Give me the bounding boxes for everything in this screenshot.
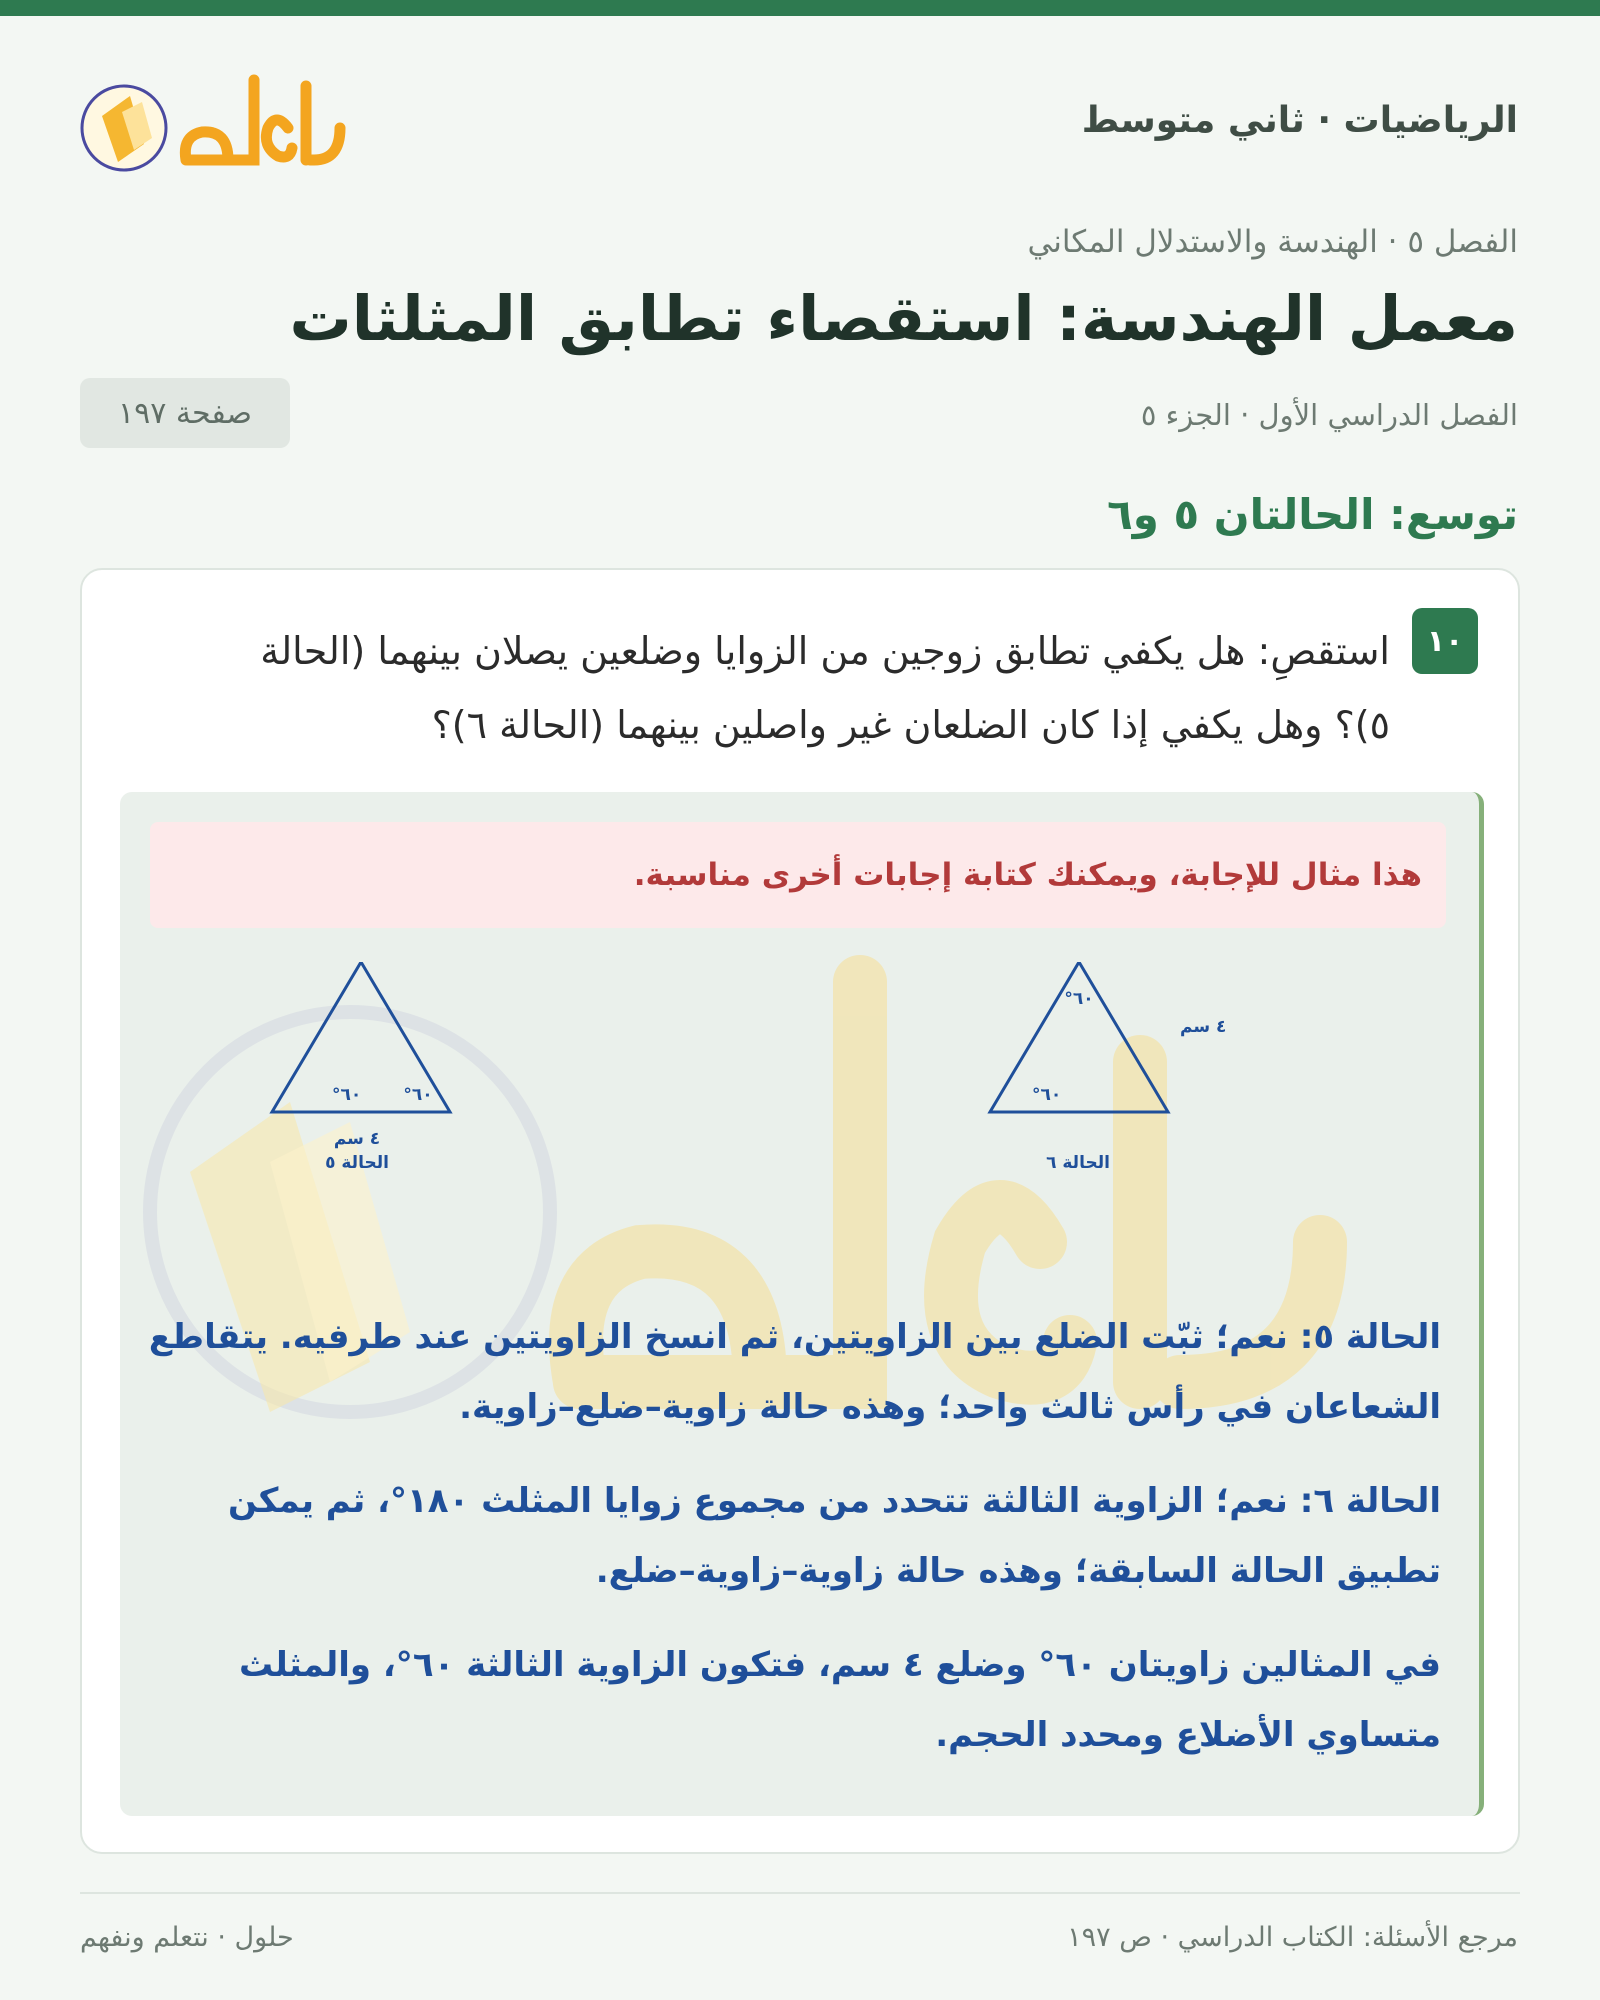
footer-reference: مرجع الأسئلة: الكتاب الدراسي · ص ١٩٧ bbox=[1067, 1922, 1518, 1953]
logo-wordmark bbox=[185, 80, 340, 160]
question-number-badge: ١٠ bbox=[1412, 608, 1478, 674]
unit-breadcrumb: الفصل ٥ · الهندسة والاستدلال المكاني bbox=[1027, 224, 1518, 260]
side-length-label: ٤ سم bbox=[1180, 1017, 1227, 1037]
page-number-badge: صفحة ١٩٧ bbox=[80, 378, 290, 448]
answer-paragraph-summary: في المثالين زاويتان ٦٠° وضلع ٤ سم، فتكون الزاوية الثالثة ٦٠°، والمثلث متساوي الأضلاع ومحدد الحجم. bbox=[238, 1645, 1441, 1755]
triangle-figures bbox=[120, 962, 1484, 1292]
angle-label-left: ٦٠° bbox=[1032, 1085, 1062, 1105]
angle-label-left: ٦٠° bbox=[332, 1085, 362, 1105]
triangle-case-5 bbox=[272, 962, 450, 1173]
brand-logo[interactable] bbox=[78, 66, 358, 176]
triangle-shape bbox=[990, 962, 1168, 1112]
answer-paragraph-case-6: الحالة ٦: نعم؛ الزاوية الثالثة تتحدد من مجموع زوايا المثلث ١٨٠°، ثم يمكن تطبيق الحالة السابقة؛ وهذه حالة زاوية–زاوية–ضلع. bbox=[228, 1481, 1441, 1591]
section-heading: توسع: الحالتان ٥ و٦ bbox=[1107, 490, 1518, 539]
figure-caption: الحالة ٦ bbox=[1046, 1153, 1110, 1173]
sample-answer-note: هذا مثال للإجابة، ويمكنك كتابة إجابات أخرى مناسبة. bbox=[150, 822, 1446, 928]
figure-caption: الحالة ٥ bbox=[325, 1153, 389, 1173]
footer-divider bbox=[80, 1892, 1520, 1894]
question-text: استقصِ: هل يكفي تطابق زوجين من الزوايا وضلعين يصلان بينهما (الحالة ٥)؟ وهل يكفي إذا كان الضلعان غير واصلين بينهما (الحالة ٦)؟ bbox=[260, 629, 1390, 747]
angle-label-top: ٦٠° bbox=[1064, 989, 1094, 1009]
answer-paragraph-case-5: الحالة ٥: نعم؛ ثبّت الضلع بين الزاويتين، ثم انسخ الزاويتين عند طرفيه. يتقاطع الشعاعان في رأس ثالث واحد؛ وهذه حالة زاوية–ضلع–زاوية. bbox=[148, 1317, 1441, 1427]
triangle-case-6 bbox=[990, 962, 1226, 1173]
term-label: الفصل الدراسي الأول · الجزء ٥ bbox=[1140, 398, 1518, 432]
answer-box bbox=[120, 792, 1484, 1816]
side-length-label: ٤ سم bbox=[333, 1129, 381, 1149]
question-card bbox=[80, 568, 1520, 1854]
footer-brand[interactable]: حلول · نتعلم ونفهم bbox=[80, 1922, 294, 1953]
subject-label: الرياضيات · ثاني متوسط bbox=[1081, 100, 1518, 141]
page-title: معمل الهندسة: استقصاء تطابق المثلثات bbox=[289, 282, 1518, 355]
top-accent-bar bbox=[0, 0, 1600, 16]
angle-label-right: ٦٠° bbox=[403, 1085, 433, 1105]
